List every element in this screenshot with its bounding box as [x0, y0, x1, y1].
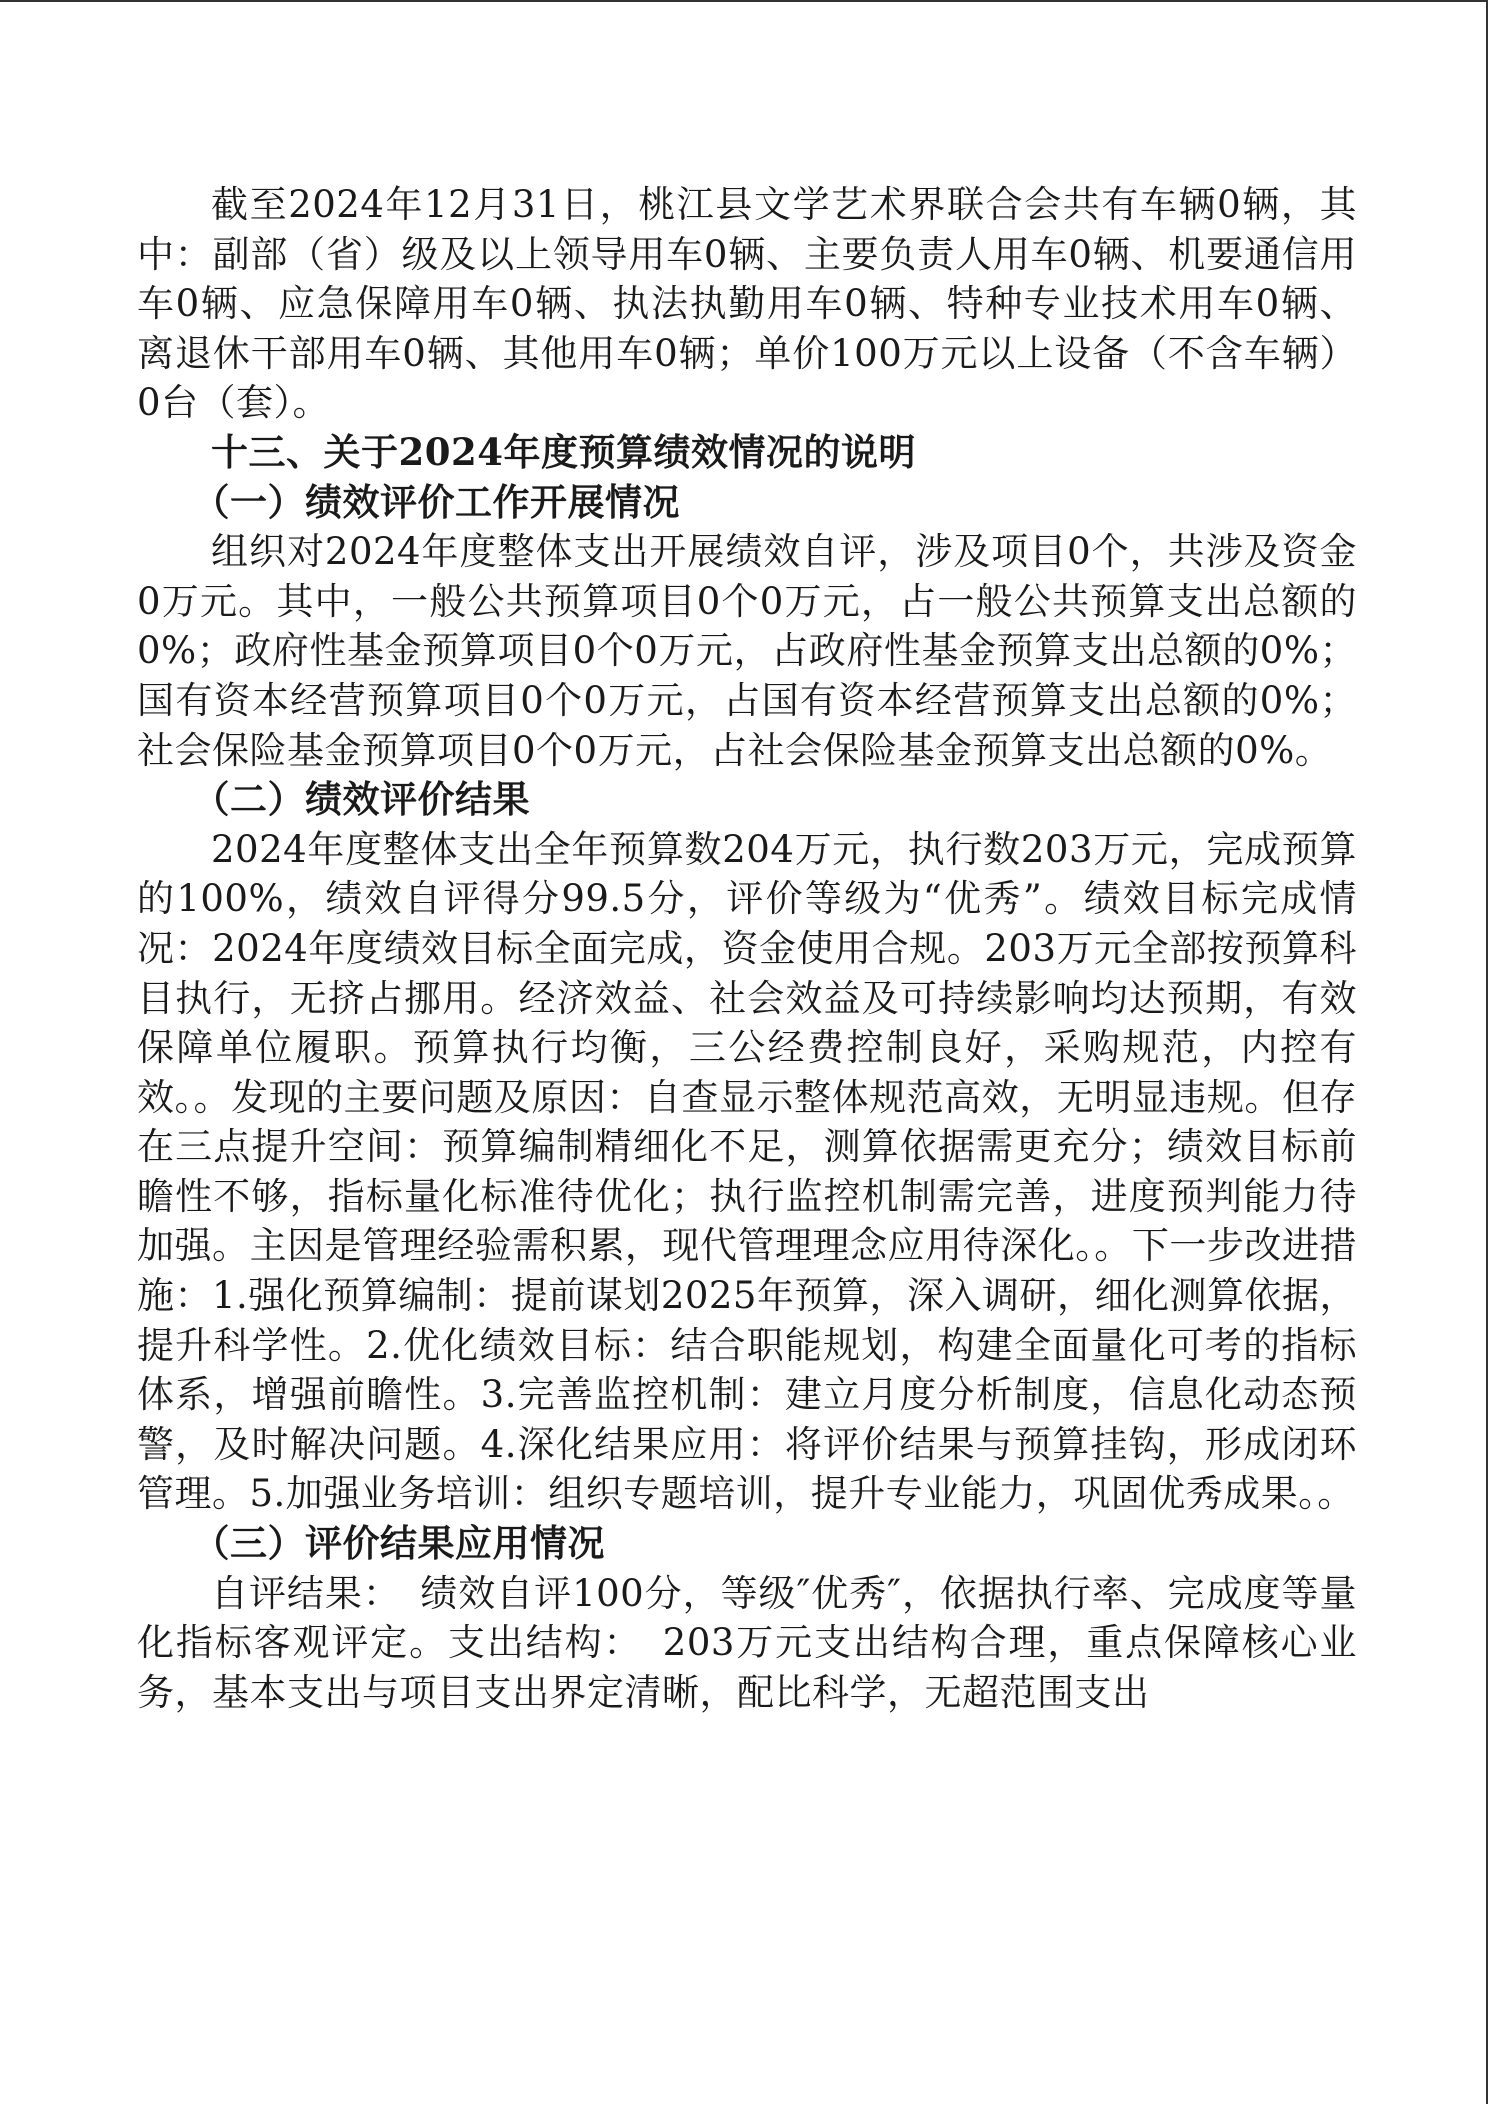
subsection-2-heading: （二）绩效评价结果: [192, 777, 530, 822]
section-13-heading: 十三、关于2024年度预算绩效情况的说明: [211, 429, 916, 474]
paragraph-vehicles: 截至2024年12月31日，桃江县文学艺术界联合会共有车辆0辆，其中：副部（省）级及以上领导用车0辆、主要负责人用车0辆、机要通信用车0辆、应急保障用车0辆、执法执勤用车0辆、特种专业技术用车0辆、离退休干部用车0辆、其他用车0辆；单价100万元以上设备（不含车辆）0台（套）。: [137, 183, 1357, 425]
subsection-3-heading: （三）评价结果应用情况: [192, 1521, 605, 1566]
subsection-2-body: 2024年度整体支出全年预算数204万元，执行数203万元，完成预算的100%，绩效自评得分99.5分，评价等级为“优秀”。绩效目标完成情况：2024年度绩效目标全面完成，资金使用合规。203万元全部按预算科目执行，无挤占挪用。经济效益、社会效益及可持续影响均达预期，有效保障单位履职。预算执行均衡，三公经费控制良好，采购规范，内控有效。。发现的主要问题及原因：自查显示整体规范高效，无明显违规。但存在三点提升空间：预算编制精细化不足，测算依据需更充分；绩效目标前瞻性不够，指标量化标准待优化；执行监控机制需完善，进度预判能力待加强。主因是管理经验需积累，现代管理理念应用待深化。。下一步改进措施：1.强化预算编制：提前谋划2025年预算，深入调研，细化测算依据，提升科学性。2.优化绩效目标：结合职能规划，构建全面量化可考的指标体系，增强前瞻性。3.完善监控机制：建立月度分析制度，信息化动态预警，及时解决问题。4.深化结果应用：将评价结果与预算挂钩，形成闭环管理。5.加强业务培训：组织专题培训，提升专业能力，巩固优秀成果。。: [137, 827, 1357, 1516]
document-body: [137, 180, 1357, 1717]
subsection-3-body: 自评结果： 绩效自评100分，等级″优秀″，依据执行率、完成度等量化指标客观评定。支出结构： 203万元支出结构合理，重点保障核心业务，基本支出与项目支出界定清晰，配比科学，无超范围支出: [137, 1571, 1357, 1714]
subsection-1-body: 组织对2024年度整体支出开展绩效自评，涉及项目0个，共涉及资金0万元。其中，一般公共预算项目0个0万元，占一般公共预算支出总额的0%；政府性基金预算项目0个0万元，占政府性基金预算支出总额的0%；国有资本经营预算项目0个0万元，占国有资本经营预算支出总额的0%；社会保险基金预算项目0个0万元，占社会保险基金预算支出总额的0%。: [137, 530, 1357, 772]
subsection-1-heading: （一）绩效评价工作开展情况: [192, 479, 680, 524]
